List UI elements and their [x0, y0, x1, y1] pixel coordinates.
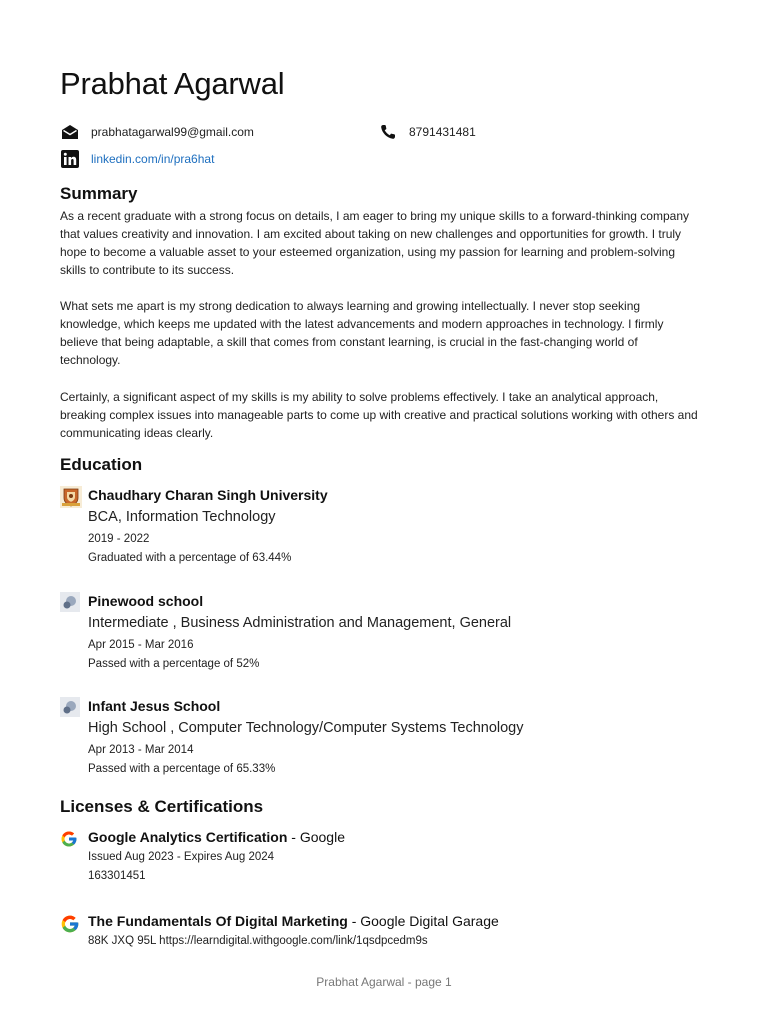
phone-icon	[378, 123, 398, 141]
certification-issuer: - Google Digital Garage	[347, 913, 499, 929]
candidate-name: Prabhat Agarwal	[60, 66, 285, 101]
school-placeholder-icon	[60, 697, 80, 717]
summary-heading: Summary	[60, 184, 138, 203]
linkedin-icon	[60, 150, 80, 168]
certification-name: Google Analytics Certification	[88, 829, 288, 845]
google-logo-icon	[60, 830, 80, 850]
phone-contact	[378, 123, 476, 141]
summary-paragraph-1: As a recent graduate with a strong focus on details, I am eager to bring my unique skills to a forward-thinking company that values creativity and innovation. I am excited about taking on new challenges and opportunities for growth. I truly hope to become a valuable asset to your esteemed organization, using my passion for learning and problem-solving skills to contribute to its success.	[60, 209, 689, 277]
certifications-heading: Licenses & Certifications	[60, 797, 264, 816]
school-name: Chaudhary Charan Singh University	[88, 487, 328, 503]
certification-issuer: - Google	[287, 829, 345, 845]
certification-credential-id: 163301451	[88, 870, 146, 882]
degree: Intermediate , Business Administration and Management, General	[88, 615, 512, 631]
education-note: Passed with a percentage of 52%	[88, 658, 260, 670]
education-note: Passed with a percentage of 65.33%	[88, 763, 276, 775]
education-dates: Apr 2013 - Mar 2014	[88, 744, 194, 756]
school-placeholder-icon	[60, 592, 80, 612]
education-dates: 2019 - 2022	[88, 533, 150, 545]
certification-validity: Issued Aug 2023 - Expires Aug 2024	[88, 851, 275, 863]
linkedin-link[interactable]: linkedin.com/in/pra6hat	[91, 152, 215, 166]
education-heading: Education	[60, 455, 143, 474]
email-text[interactable]: prabhatagarwal99@gmail.com	[91, 125, 254, 139]
school-name: Pinewood school	[88, 593, 204, 609]
education-note: Graduated with a percentage of 63.44%	[88, 552, 292, 564]
phone-text[interactable]: 8791431481	[409, 125, 476, 139]
summary-paragraph-3: Certainly, a significant aspect of my skills is my ability to solve problems effectively. I take an analytical approach, breaking complex issues into manageable parts to come up with creative and practical solutions working with others and communicating ideas clearly.	[60, 390, 698, 440]
education-dates: Apr 2015 - Mar 2016	[88, 639, 194, 651]
page-footer: Prabhat Agarwal - page 1	[316, 975, 452, 989]
certification-title	[88, 912, 728, 930]
certification-title	[88, 828, 728, 846]
degree: BCA, Information Technology	[88, 509, 276, 525]
linkedin-contact	[60, 150, 214, 168]
email-contact	[60, 123, 254, 141]
university-crest-icon	[60, 486, 80, 506]
summary-paragraph-2: What sets me apart is my strong dedication to always learning and growing intellectually. I never stop seeking knowledge, which keeps me updated with the latest advancements and modern approaches in technology. I firmly believe that being adaptable, a skill that comes from constant learning, is crucial in the fast-changing world of technology.	[60, 299, 664, 367]
envelope-icon	[60, 123, 80, 141]
certification-credential: 88K JXQ 95L https://learndigital.withgoogle.com/link/1qsdpcedm9s	[88, 935, 428, 947]
degree: High School , Computer Technology/Computer Systems Technology	[88, 720, 524, 736]
google-logo-icon	[60, 914, 80, 934]
certification-name: The Fundamentals Of Digital Marketing	[88, 913, 348, 929]
school-name: Infant Jesus School	[88, 698, 221, 714]
